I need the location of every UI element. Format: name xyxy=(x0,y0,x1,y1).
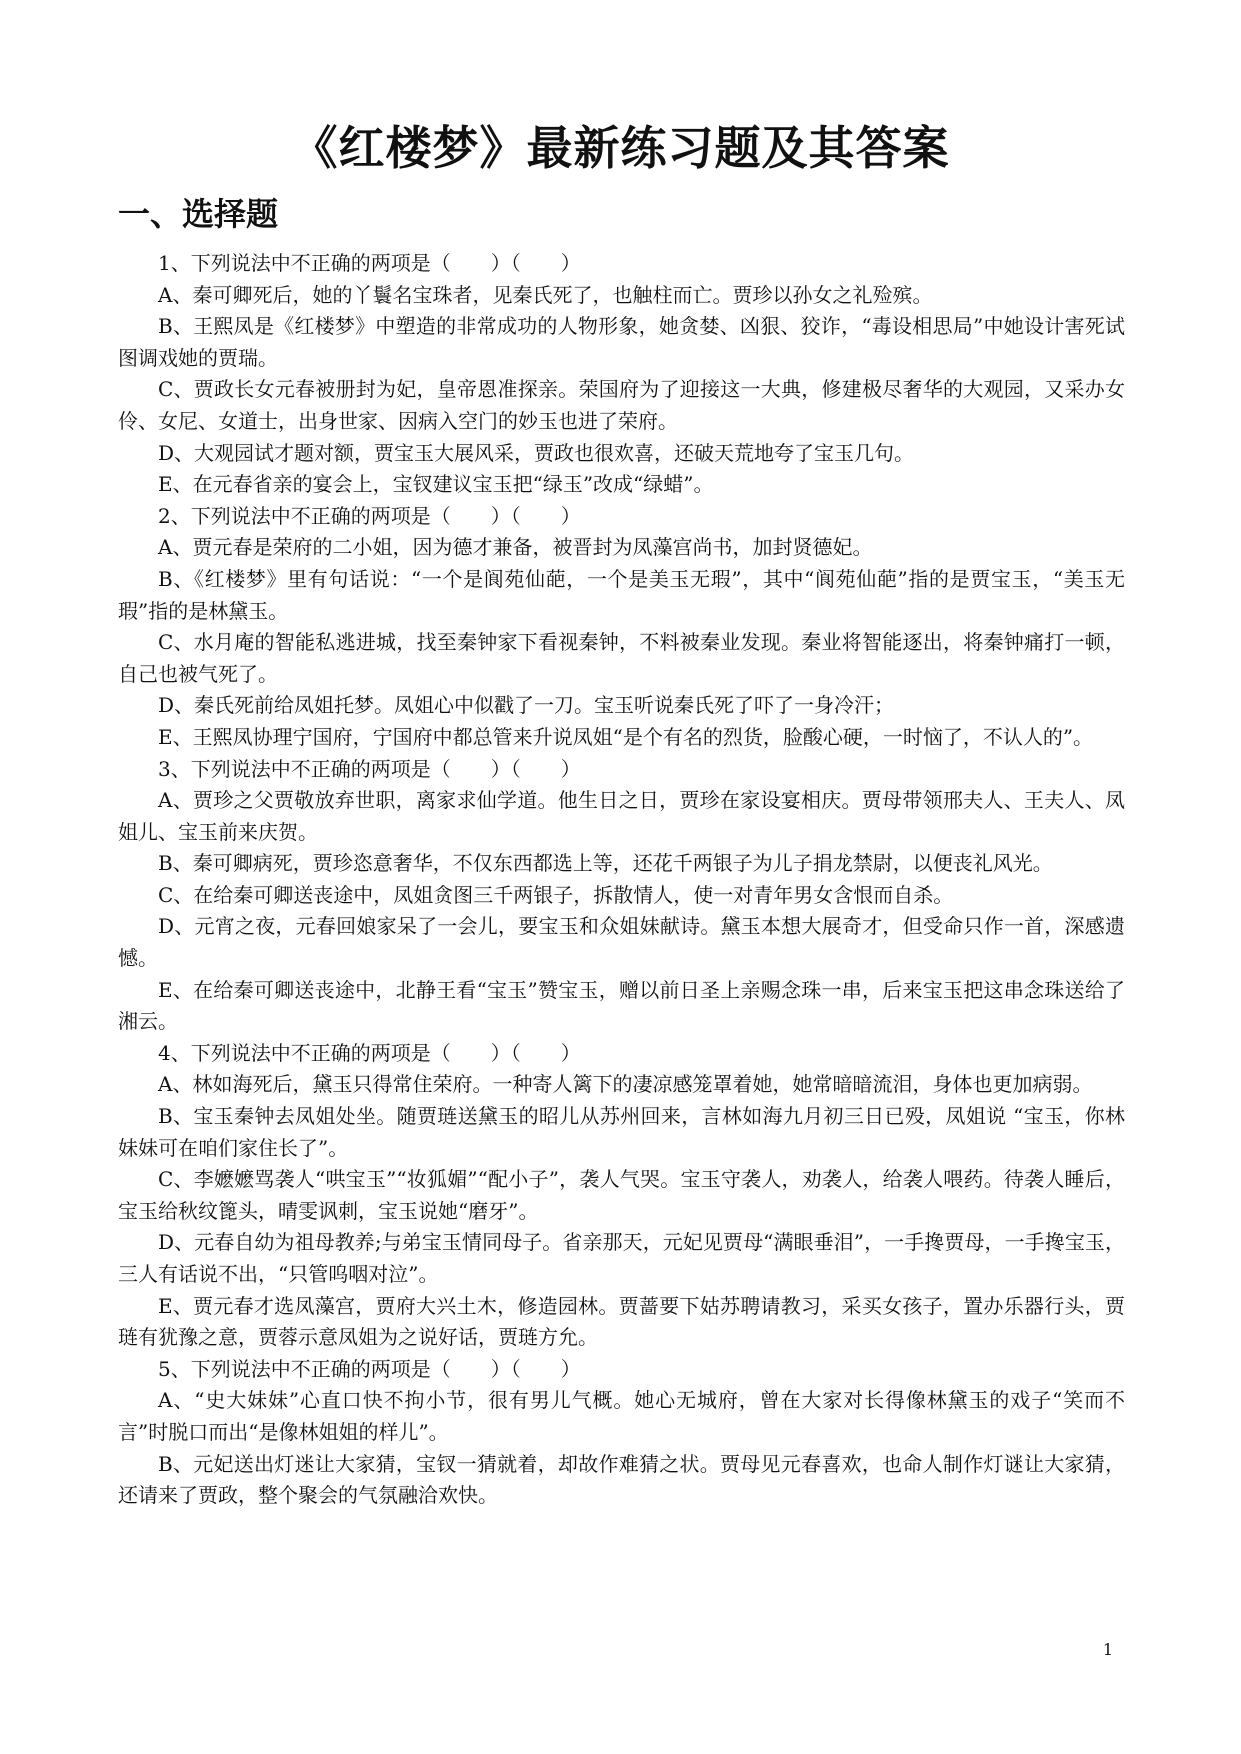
page-number: 1 xyxy=(1102,1640,1113,1659)
answer-option: E、在给秦可卿送丧途中，北静王看“宝玉”赞宝玉，赠以前日圣上亲赐念珠一串，后来宝玉把这串念珠送给了湘云。 xyxy=(118,977,1125,1034)
answer-option: A、林如海死后，黛玉只得常住荣府。一种寄人篱下的凄凉感笼罩着她，她常暗暗流泪，身体也更加病弱。 xyxy=(158,1072,1093,1097)
section-heading: 一、选择题 xyxy=(118,195,279,233)
answer-option: B、元妃送出灯迷让大家猜，宝钗一猜就着，却故作难猜之状。贾母见元春喜欢，也命人制作灯谜让大家猜，还请来了贾政，整个聚会的气氛融洽欢快。 xyxy=(118,1451,1125,1508)
question-stem: 5、下列说法中不正确的两项是（ ）（ ） xyxy=(158,1356,581,1381)
answer-option: B、《红楼梦》里有句话说：“一个是阆苑仙葩，一个是美玉无瑕”，其中“阆苑仙葩”指的是贾宝玉，“美玉无瑕”指的是林黛玉。 xyxy=(118,566,1125,623)
answer-option: C、水月庵的智能私逃进城，找至秦钟家下看视秦钟，不料被秦业发现。秦业将智能逐出，将秦钟痛打一顿，自己也被气死了。 xyxy=(118,630,1125,686)
answer-option: E、在元春省亲的宴会上，宝钗建议宝玉把“绿玉”改成“绿蜡”。 xyxy=(158,472,714,497)
answer-option: A、贾珍之父贾敬放弃世职，离家求仙学道。他生日之日，贾珍在家设宴相庆。贾母带领邢夫人、王夫人、凤姐儿、宝玉前来庆贺。 xyxy=(118,788,1125,844)
answer-option: C、在给秦可卿送丧途中，凤姐贪图三千两银子，拆散情人，使一对青年男女含恨而自杀。 xyxy=(158,882,954,907)
answer-option: E、贾元春才选凤藻宫，贾府大兴土木，修造园林。贾蔷要下姑苏聘请教习，采买女孩子，置办乐器行头，贾琏有犹豫之意，贾蓉示意凤姐为之说好话，贾琏方允。 xyxy=(118,1293,1125,1350)
question-stem: 4、下列说法中不正确的两项是（ ）（ ） xyxy=(158,1040,581,1065)
answer-option: D、秦氏死前给凤姐托梦。凤姐心中似戳了一刀。宝玉听说秦氏死了吓了一身冷汗； xyxy=(158,693,895,718)
document-title: 《红楼梦》最新练习题及其答案 xyxy=(291,121,950,175)
answer-option: B、宝玉秦钟去凤姐处坐。随贾琏送黛玉的昭儿从苏州回来，言林如海九月初三日已殁，凤姐说 “宝玉，你林妹妹可在咱们家住长了”。 xyxy=(118,1104,1125,1160)
answer-option: A、贾元春是荣府的二小姐，因为德才兼备，被晋封为凤藻宫尚书，加封贤德妃。 xyxy=(158,535,873,560)
question-list xyxy=(118,248,1125,1512)
answer-option: D、大观园试才题对额，贾宝玉大展风采，贾政也很欢喜，还破天荒地夸了宝玉几句。 xyxy=(158,440,915,465)
answer-option: E、王熙凤协理宁国府，宁国府中都总管来升说凤姐“是个有名的烈货，脸酸心硬，一时恼了，不认人的”。 xyxy=(158,724,1094,749)
question-stem: 2、下列说法中不正确的两项是（ ）（ ） xyxy=(158,503,581,528)
question-stem: 3、下列说法中不正确的两项是（ ）（ ） xyxy=(158,756,581,781)
answer-option: A、秦可卿死后，她的丫鬟名宝珠者，见秦氏死了，也触柱而亡。贾珍以孙女之礼殓殡。 xyxy=(158,282,933,307)
answer-option: D、元宵之夜，元春回娘家呆了一会儿，要宝玉和众姐妹献诗。黛玉本想大展奇才，但受命只作一首，深感遗憾。 xyxy=(118,914,1125,971)
question-stem: 1、下列说法中不正确的两项是（ ）（ ） xyxy=(158,251,581,275)
answer-option: C、贾政长女元春被册封为妃，皇帝恩准探亲。荣国府为了迎接这一大典，修建极尽奢华的大观园，又采办女伶、女尼、女道士，出身世家、因病入空门的妙玉也进了荣府。 xyxy=(118,377,1125,433)
answer-option: B、秦可卿病死，贾珍恣意奢华，不仅东西都选上等，还花千两银子为儿子捐龙禁尉，以便丧礼风光。 xyxy=(158,851,1053,876)
answer-option: C、李嬷嬷骂袭人“哄宝玉”“妆狐媚”“配小子”，袭人气哭。宝玉守袭人，劝袭人，给袭人喂药。待袭人睡后，宝玉给秋纹篦头，晴雯讽刺，宝玉说她“磨牙”。 xyxy=(118,1167,1125,1223)
answer-option: A、“史大妹妹”心直口快不拘小节，很有男儿气概。她心无城府，曾在大家对长得像林黛玉的戏子“笑而不言”时脱口而出“是像林姐姐的样儿”。 xyxy=(118,1388,1125,1444)
answer-option: D、元春自幼为祖母教养;与弟宝玉情同母子。省亲那天，元妃见贾母“满眼垂泪”，一手搀贾母，一手搀宝玉，三人有话说不出，“只管呜咽对泣”。 xyxy=(118,1230,1125,1286)
answer-option: B、王熙凤是《红楼梦》中塑造的非常成功的人物形象，她贪婪、凶狠、狡诈，“毒设相思局”中她设计害死试图调戏她的贾瑞。 xyxy=(118,314,1125,370)
